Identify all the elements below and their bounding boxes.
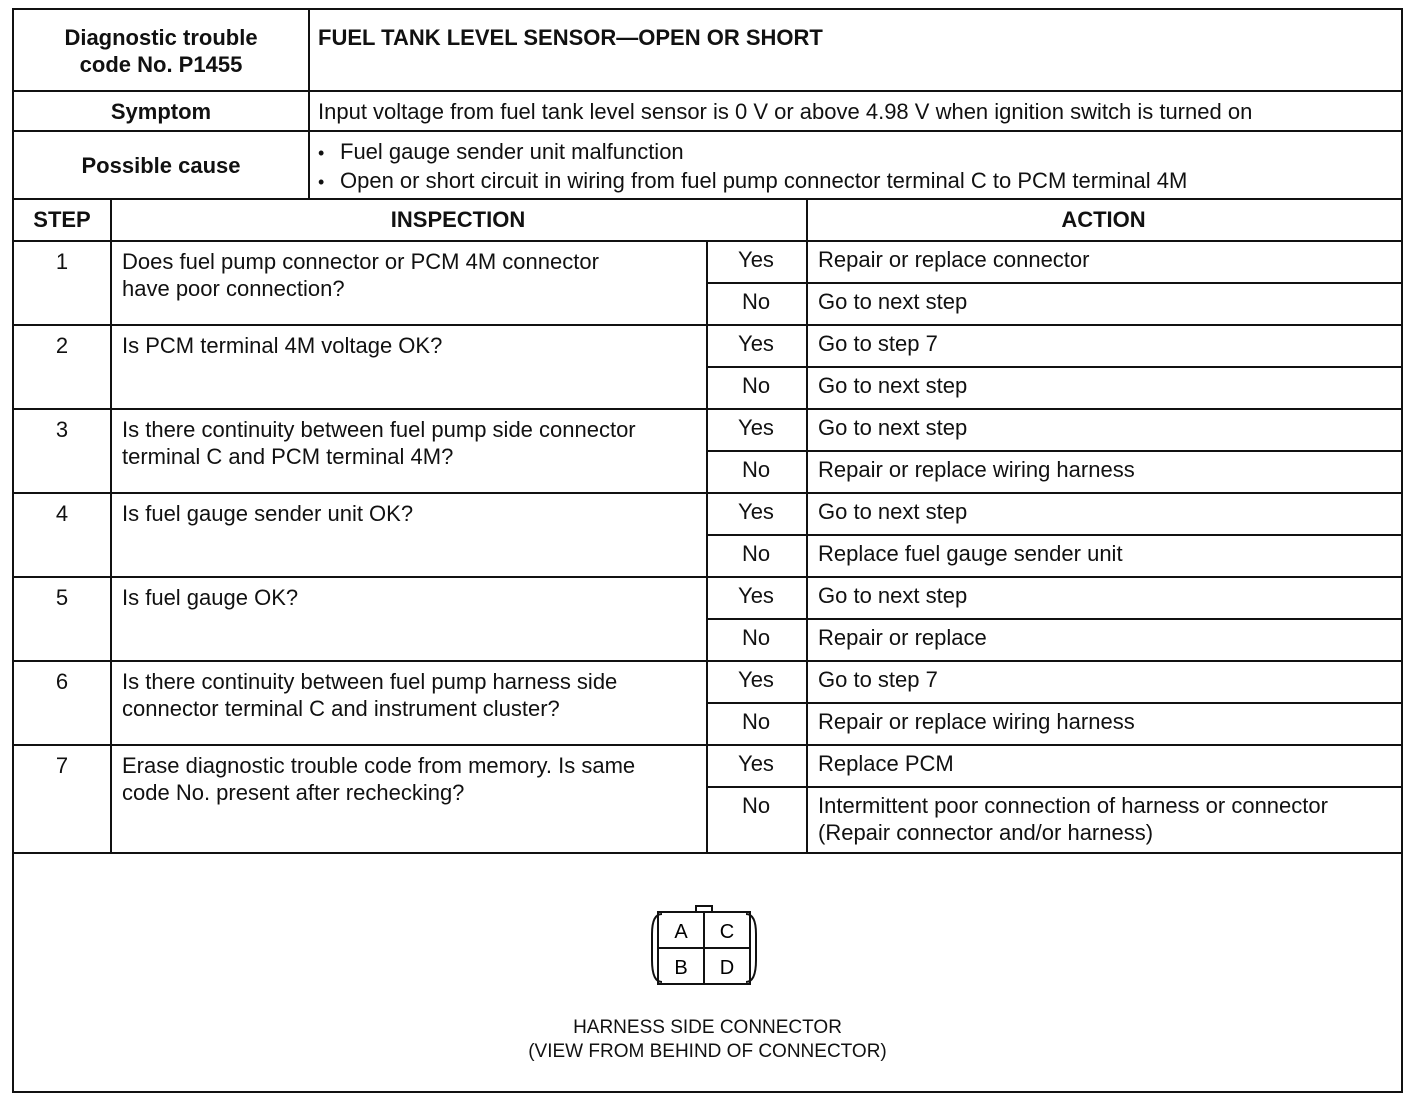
yes-action: Go to next step — [818, 415, 968, 440]
diagnostic-sheet — [12, 8, 1403, 1093]
step-number: 1 — [55, 249, 69, 274]
inspection-question: Is fuel gauge OK? — [122, 585, 299, 610]
rule — [706, 534, 1401, 536]
inspection-question: Is PCM terminal 4M voltage OK? — [122, 333, 443, 358]
list-item: • Fuel gauge sender unit malfunction — [318, 138, 1187, 167]
yes-label: Yes — [738, 331, 774, 356]
inspection-question: have poor connection? — [122, 276, 345, 301]
no-action: Intermittent poor connection of harness or connector — [818, 793, 1328, 818]
rule — [110, 198, 112, 852]
yes-action: Go to step 7 — [818, 331, 938, 356]
rule — [14, 660, 1401, 662]
no-action: Repair or replace — [818, 625, 987, 650]
connector-figure — [14, 854, 1401, 1091]
rule — [14, 576, 1401, 578]
terminal-a-label: A — [674, 921, 688, 943]
yes-action: Go to step 7 — [818, 667, 938, 692]
no-action: Repair or replace wiring harness — [818, 709, 1135, 734]
yes-action: Go to next step — [818, 499, 968, 524]
terminal-b-label: B — [674, 957, 688, 979]
step-number: 6 — [55, 669, 69, 694]
no-action: (Repair connector and/or harness) — [818, 820, 1154, 845]
inspection-question: terminal C and PCM terminal 4M? — [122, 444, 454, 469]
rule — [14, 492, 1401, 494]
figure-caption-line2: (VIEW FROM BEHIND OF CONNECTOR) — [528, 1041, 887, 1062]
inspection-question: Is there continuity between fuel pump harness side — [122, 669, 618, 694]
rule — [14, 198, 1401, 200]
figure-caption-line1: HARNESS SIDE CONNECTOR — [573, 1017, 842, 1038]
column-header-step: STEP — [33, 207, 91, 232]
step-number: 2 — [55, 333, 69, 358]
step-number: 7 — [55, 753, 69, 778]
symptom-label: Symptom — [110, 99, 212, 124]
symptom-text: Input voltage from fuel tank level sensor is 0 V or above 4.98 V when ignition switch is turned on — [318, 99, 1253, 124]
rule — [14, 744, 1401, 746]
column-header-action: ACTION — [1061, 207, 1146, 232]
rule — [14, 408, 1401, 410]
terminal-c-label: C — [719, 921, 735, 943]
no-label: No — [741, 709, 771, 734]
yes-action: Repair or replace connector — [818, 247, 1090, 272]
inspection-question: connector terminal C and instrument cluster? — [122, 696, 560, 721]
dtc-label: Diagnostic trouble code No. P1455 — [64, 25, 258, 77]
yes-label: Yes — [738, 583, 774, 608]
no-label: No — [741, 541, 771, 566]
inspection-question: code No. present after rechecking? — [122, 780, 465, 805]
rule — [706, 786, 1401, 788]
yes-action: Go to next step — [818, 583, 968, 608]
harness-connector-diagram — [648, 904, 768, 994]
inspection-question: Erase diagnostic trouble code from memory. Is same — [122, 753, 636, 778]
inspection-question: Is there continuity between fuel pump side connector — [122, 417, 636, 442]
no-label: No — [741, 793, 771, 818]
possible-cause-list — [318, 138, 1187, 196]
yes-label: Yes — [738, 667, 774, 692]
rule — [706, 702, 1401, 704]
no-label: No — [741, 289, 771, 314]
yes-action: Replace PCM — [818, 751, 954, 776]
rule — [706, 282, 1401, 284]
rule — [806, 198, 808, 852]
rule — [14, 324, 1401, 326]
rule — [706, 450, 1401, 452]
yes-label: Yes — [738, 415, 774, 440]
no-label: No — [741, 457, 771, 482]
step-number: 5 — [55, 585, 69, 610]
no-label: No — [741, 625, 771, 650]
page-title: FUEL TANK LEVEL SENSOR—OPEN OR SHORT — [318, 25, 823, 50]
no-action: Go to next step — [818, 289, 968, 314]
yes-label: Yes — [738, 247, 774, 272]
rule — [308, 10, 310, 198]
rule — [706, 618, 1401, 620]
yes-label: Yes — [738, 499, 774, 524]
no-action: Go to next step — [818, 373, 968, 398]
step-number: 3 — [55, 417, 69, 442]
no-action: Repair or replace wiring harness — [818, 457, 1135, 482]
rule — [14, 90, 1401, 92]
terminal-d-label: D — [719, 957, 735, 979]
column-header-inspection: INSPECTION — [390, 207, 526, 232]
list-item: • Open or short circuit in wiring from fuel pump connector terminal C to PCM terminal 4M — [318, 167, 1187, 196]
no-label: No — [741, 373, 771, 398]
possible-cause-label: Possible cause — [81, 153, 241, 178]
inspection-question: Is fuel gauge sender unit OK? — [122, 501, 414, 526]
rule — [14, 130, 1401, 132]
inspection-question: Does fuel pump connector or PCM 4M connector — [122, 249, 599, 274]
no-action: Replace fuel gauge sender unit — [818, 541, 1123, 566]
step-number: 4 — [55, 501, 69, 526]
rule — [706, 366, 1401, 368]
yes-label: Yes — [738, 751, 774, 776]
